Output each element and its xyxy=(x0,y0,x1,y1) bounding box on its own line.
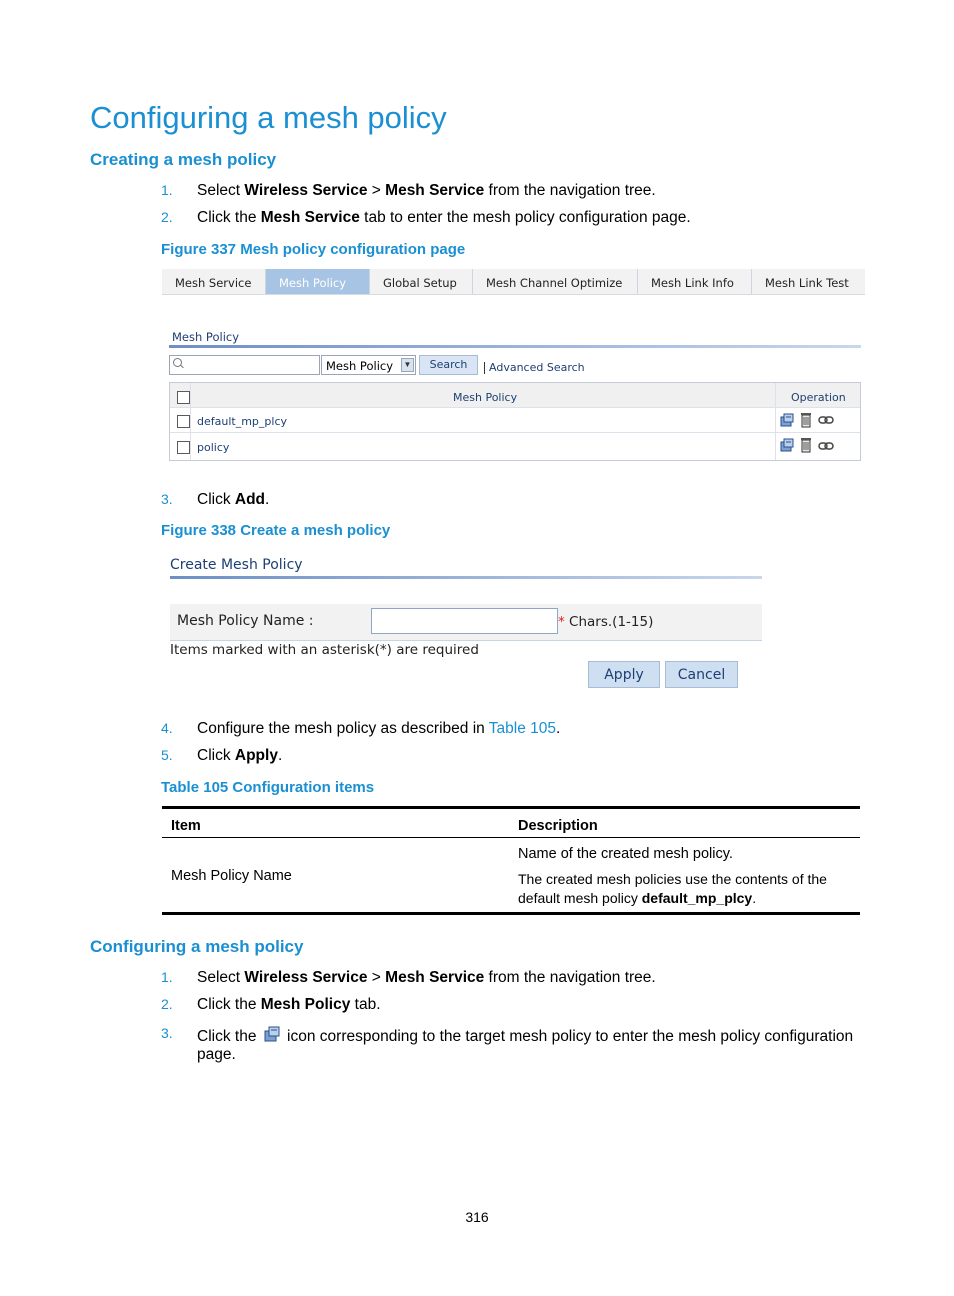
step-1: 1. Select Wireless Service > Mesh Service from the navigation tree. xyxy=(161,182,656,199)
policy-name: default_mp_plcy xyxy=(197,415,287,428)
col-divider xyxy=(190,383,191,460)
mesh-policy-name-label: Mesh Policy Name : xyxy=(177,613,314,629)
advanced-search-link[interactable]: Advanced Search xyxy=(489,361,585,374)
step-4: 4. Configure the mesh policy as described in Table 105. xyxy=(161,720,561,737)
panel-title-rule xyxy=(169,345,861,348)
description-line-2: The created mesh policies use the contents of the xyxy=(518,871,827,887)
table-row xyxy=(170,433,860,457)
tab-mesh-link-info[interactable]: Mesh Link Info xyxy=(638,269,752,294)
col-header-operation: Operation xyxy=(791,391,846,404)
step-2-1: 1. Select Wireless Service > Mesh Service from the navigation tree. xyxy=(161,969,656,986)
configuration-items-table xyxy=(162,806,860,916)
create-form-title: Create Mesh Policy xyxy=(170,557,303,573)
tab-mesh-channel-optimize[interactable]: Mesh Channel Optimize xyxy=(473,269,638,294)
step-3: 3. Click Add. xyxy=(161,491,270,508)
delete-icon[interactable] xyxy=(800,411,812,428)
table-top-rule xyxy=(162,806,860,809)
item-cell: Mesh Policy Name xyxy=(171,868,292,884)
table-header-rule xyxy=(162,837,860,838)
search-input[interactable] xyxy=(169,355,320,375)
table-header-row xyxy=(170,383,860,408)
config-icon[interactable] xyxy=(779,412,795,428)
search-icon-handle xyxy=(180,365,184,369)
form-row xyxy=(170,604,762,641)
table-row xyxy=(170,408,860,433)
description-line-3: default mesh policy default_mp_plcy. xyxy=(518,890,757,906)
section-heading-configuring: Configuring a mesh policy xyxy=(90,937,304,956)
create-form-title-rule xyxy=(170,576,762,579)
table-bottom-rule xyxy=(162,912,860,915)
step-2-3: 3. Click the icon corresponding to the target mesh policy to enter the mesh policy configuration page. xyxy=(161,1025,854,1063)
figure-338-caption: Figure 338 Create a mesh policy xyxy=(161,522,391,539)
page-title: Configuring a mesh policy xyxy=(90,100,447,135)
apply-button[interactable]: Apply xyxy=(588,661,660,688)
step-5: 5. Click Apply. xyxy=(161,747,283,764)
required-note: Items marked with an asterisk(*) are required xyxy=(170,642,479,658)
col-divider xyxy=(775,383,776,460)
bind-icon[interactable] xyxy=(818,415,834,425)
select-all-checkbox[interactable] xyxy=(177,391,190,404)
cancel-button[interactable]: Cancel xyxy=(665,661,738,688)
step-2-2: 2. Click the Mesh Policy tab. xyxy=(161,996,381,1013)
search-field-select[interactable]: Mesh Policy ▼ xyxy=(321,355,416,375)
tab-mesh-service[interactable]: Mesh Service xyxy=(162,269,266,294)
tab-bar xyxy=(162,269,865,295)
tab-mesh-policy[interactable]: Mesh Policy xyxy=(266,269,370,294)
col-header-mesh-policy: Mesh Policy xyxy=(453,391,518,404)
panel-title: Mesh Policy xyxy=(172,330,240,344)
table-105-link[interactable]: Table 105 xyxy=(488,720,557,737)
config-icon[interactable] xyxy=(779,437,795,453)
page-number: 316 xyxy=(465,1209,489,1225)
col-header-item: Item xyxy=(171,818,201,834)
search-button[interactable]: Search xyxy=(419,355,478,375)
required-asterisk: * xyxy=(558,614,565,630)
table-105-caption: Table 105 Configuration items xyxy=(161,779,375,796)
section-heading-creating: Creating a mesh policy xyxy=(90,150,277,169)
mesh-policy-table xyxy=(169,382,861,461)
field-hint: * Chars.(1-15) xyxy=(558,614,654,630)
tab-mesh-link-test[interactable]: Mesh Link Test xyxy=(765,276,849,290)
tab-global-setup[interactable]: Global Setup xyxy=(370,269,473,294)
mesh-policy-name-input[interactable] xyxy=(371,608,558,634)
policy-name: policy xyxy=(197,441,230,454)
row-checkbox[interactable] xyxy=(177,441,190,454)
row-checkbox[interactable] xyxy=(177,415,190,428)
step-2: 2. Click the Mesh Service tab to enter the mesh policy configuration page. xyxy=(161,209,691,226)
separator xyxy=(484,362,485,374)
delete-icon[interactable] xyxy=(800,436,812,453)
col-header-description: Description xyxy=(518,818,598,834)
chevron-down-icon: ▼ xyxy=(401,358,414,372)
description-line-1: Name of the created mesh policy. xyxy=(518,846,733,862)
config-icon xyxy=(263,1025,281,1043)
figure-337-caption: Figure 337 Mesh policy configuration page xyxy=(161,241,466,258)
bind-icon[interactable] xyxy=(818,441,834,451)
